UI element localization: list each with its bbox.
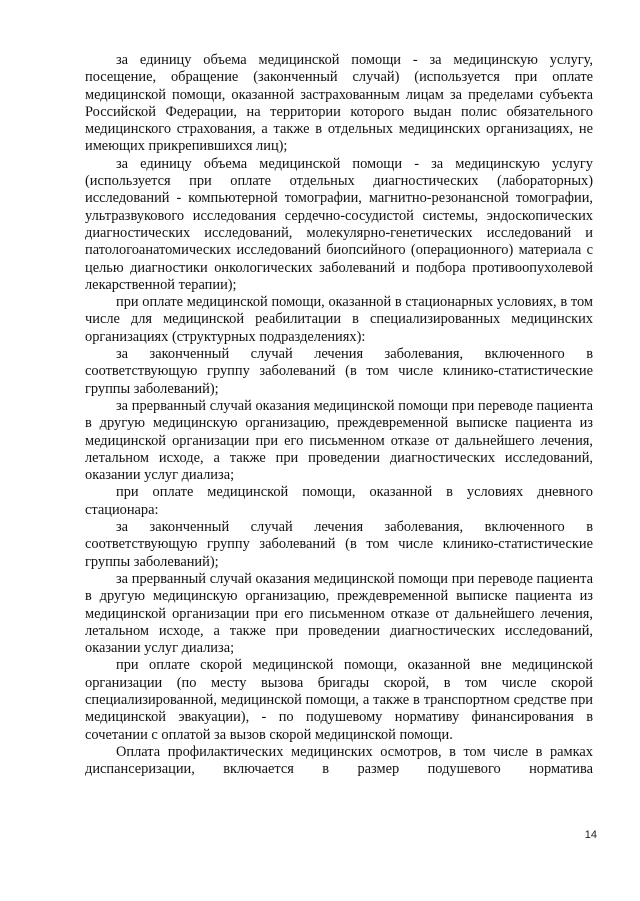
paragraph-1: за единицу объема медицинской помощи - за медицинскую услугу, посещение, обращение (законченный случай) (используется при оплате медицинской помощи, оказанной застрахованным лицам за пределами субъекта Российской Федерации, на территории которого выдан полис обязательного медицинского страхования, а также в отдельных медицинских организациях, не имеющих прикрепившихся лиц); <box>85 52 593 155</box>
document-body <box>85 52 593 778</box>
paragraph-10: Оплата профилактических медицинских осмотров, в том числе в рамках диспансеризации, включается в размер подушевого норматива <box>85 743 593 778</box>
paragraph-2: за единицу объема медицинской помощи - за медицинскую услугу (используется при оплате отдельных диагностических (лабораторных) исследований - компьютерной томографии, магнитно-резонансной томографии, ультразвукового исследования сердечно-сосудистой системы, эндоскопических диагностических исследований, молекулярно-генетических исследований и патологоанатомических исследований биопсийного (операционного) материала с целью диагностики онкологических заболеваний и подбора противоопухолевой лекарственной терапии); <box>85 155 593 293</box>
paragraph-5: за прерванный случай оказания медицинской помощи при переводе пациента в другую медицинскую организацию, преждевременной выписке пациента из медицинской организации при его письменном отказе от дальнейшего лечения, летальном исходе, а также при проведении диагностических исследований, оказании услуг диализа; <box>85 397 593 484</box>
paragraph-4: за законченный случай лечения заболевания, включенного в соответствующую группу заболеваний (в том числе клинико-статистические группы заболеваний); <box>85 346 593 397</box>
paragraph-3: при оплате медицинской помощи, оказанной в стационарных условиях, в том числе для медицинской реабилитации в специализированных медицинских организациях (структурных подразделениях): <box>85 294 593 345</box>
paragraph-8: за прерванный случай оказания медицинской помощи при переводе пациента в другую медицинскую организацию, преждевременной выписке пациента из медицинской организации при его письменном отказе от дальнейшего лечения, летальном исходе, а также при проведении диагностических исследований, оказании услуг диализа; <box>85 570 593 657</box>
paragraph-6: при оплате медицинской помощи, оказанной в условиях дневного стационара: <box>85 484 593 518</box>
page-number: 14 <box>584 829 597 841</box>
paragraph-7: за законченный случай лечения заболевания, включенного в соответствующую группу заболеваний (в том числе клинико-статистические группы заболеваний); <box>85 519 593 570</box>
paragraph-9: при оплате скорой медицинской помощи, оказанной вне медицинской организации (по месту вызова бригады скорой, в том числе скорой специализированной, медицинской помощи, а также в транспортном средстве при медицинской эвакуации), - по подушевому нормативу финансирования в сочетании с оплатой за вызов скорой медицинской помощи. <box>85 657 593 743</box>
